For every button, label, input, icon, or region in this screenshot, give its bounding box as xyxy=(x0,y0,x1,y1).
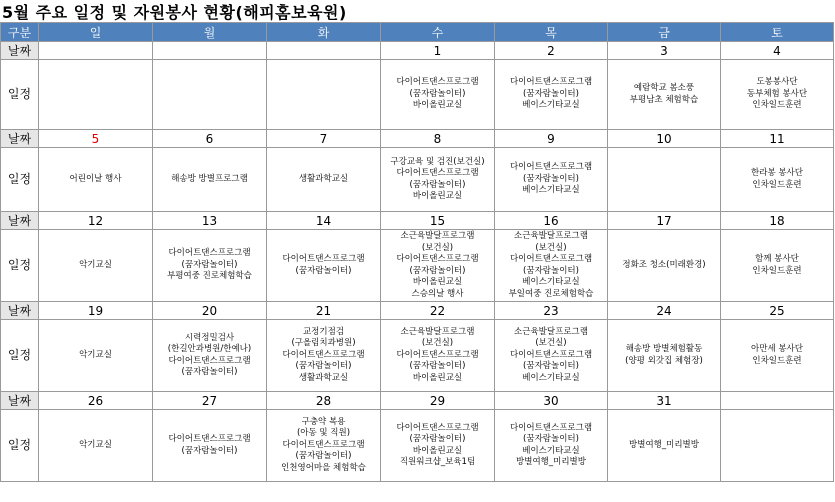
schedule-cell xyxy=(721,60,834,130)
schedule-cell xyxy=(267,410,381,482)
event-line: 다이어트댄스프로그램 xyxy=(282,254,365,264)
event-line: 다이어트댄스프로그램 xyxy=(282,349,365,360)
date-cell: 9 xyxy=(495,130,608,148)
date-row-label: 날짜 xyxy=(1,302,39,320)
event-line: 어린이날 행사 xyxy=(69,173,122,184)
date-cell: 22 xyxy=(381,302,495,320)
event-line: (꿈자람놀이터) xyxy=(181,259,238,270)
event-line: (꿈자람놀이터) xyxy=(295,451,352,462)
event-line: (아동 및 직원) xyxy=(296,428,351,439)
schedule-cell xyxy=(721,320,834,392)
date-cell: 29 xyxy=(381,392,495,410)
date-cell: 8 xyxy=(381,130,495,148)
date-cell: 19 xyxy=(39,302,153,320)
date-cell: 1 xyxy=(381,42,495,60)
event-line: 생활과학교실 xyxy=(298,173,349,184)
event-line: 다이어트댄스프로그램 xyxy=(168,434,251,444)
schedule-row-label: 일정 xyxy=(1,148,39,212)
weekday-header: 일 xyxy=(39,23,153,42)
event-line: 구강교육 및 검진(보건실) xyxy=(390,156,485,167)
schedule-table xyxy=(0,22,834,482)
date-cell: 6 xyxy=(153,130,267,148)
event-line: 바이올린교실 xyxy=(412,191,463,201)
date-cell: 28 xyxy=(267,392,381,410)
event-line: (꿈자람놀이터) xyxy=(295,361,352,372)
schedule-cell xyxy=(495,320,608,392)
weekday-header: 월 xyxy=(153,23,267,42)
date-cell: 3 xyxy=(608,42,721,60)
event-line: (꿈자람놀이터) xyxy=(409,434,466,444)
event-line: 아만세 봉사단 xyxy=(751,344,803,354)
schedule-row-label: 일정 xyxy=(1,410,39,482)
event-line: (꿈자람놀이터) xyxy=(523,88,579,99)
schedule-cell xyxy=(153,60,267,130)
header-corner: 구분 xyxy=(1,23,39,42)
schedule-cell xyxy=(721,148,834,212)
event-line: 바이올린교실 xyxy=(412,100,463,111)
date-cell: 11 xyxy=(721,130,834,148)
weekday-header: 목 xyxy=(495,23,608,42)
event-line: 동부체험 봉사단 xyxy=(746,88,808,99)
page-title: 5월 주요 일정 및 자원봉사 현황(해피홈보육원) xyxy=(2,3,347,22)
event-line: (꿈자람놀이터) xyxy=(295,265,352,276)
event-line: (꿈자람놀이터) xyxy=(181,445,238,456)
event-line: 소근육발달프로그램 xyxy=(514,326,588,337)
date-cell: 30 xyxy=(495,392,608,410)
event-line: 바이올린교실 xyxy=(412,372,463,383)
event-line: 베이스기타교실 xyxy=(522,445,580,456)
event-line: 인차일드훈련 xyxy=(752,355,802,366)
date-cell xyxy=(39,42,153,60)
event-line: 베이스기타교실 xyxy=(522,277,580,287)
schedule-cell xyxy=(381,320,495,392)
date-cell: 7 xyxy=(267,130,381,148)
event-line: 다이어트댄스프로그램 xyxy=(396,254,479,264)
event-line: 부일여중 진로체험학습 xyxy=(508,288,594,299)
event-line: 도봉봉사단 xyxy=(756,77,798,88)
event-line: 다이어트댄스프로그램 xyxy=(168,355,251,366)
event-line: 방별여행_미리별방 xyxy=(629,439,699,450)
event-line: (꿈자람놀이터) xyxy=(409,265,466,276)
schedule-cell xyxy=(495,410,608,482)
event-line: 직원워크샵_보육1팀 xyxy=(399,457,476,467)
event-line: 다이어트댄스프로그램 xyxy=(396,349,479,360)
event-line: 악기교실 xyxy=(79,349,112,360)
event-line: (꿈자람놀이터) xyxy=(523,173,579,184)
schedule-cell xyxy=(39,60,153,130)
event-line: 방별여행_미리별방 xyxy=(516,457,586,467)
date-cell: 16 xyxy=(495,212,608,230)
event-line: 정화조 청소(미래환경) xyxy=(622,259,706,270)
date-cell: 17 xyxy=(608,212,721,230)
date-cell xyxy=(721,392,834,410)
date-cell: 13 xyxy=(153,212,267,230)
event-line: 다이어트댄스프로그램 xyxy=(396,77,479,88)
schedule-row xyxy=(1,230,834,302)
weekday-header: 화 xyxy=(267,23,381,42)
schedule-cell xyxy=(608,60,721,130)
date-row xyxy=(1,392,834,410)
event-line: (꿈자람놀이터) xyxy=(523,434,579,444)
schedule-cell xyxy=(267,60,381,130)
schedule-cell xyxy=(495,148,608,212)
schedule-cell xyxy=(608,320,721,392)
event-line: 교정기점검 xyxy=(302,326,345,337)
date-cell: 21 xyxy=(267,302,381,320)
event-line: 소근육발달프로그램 xyxy=(400,326,475,337)
schedule-cell xyxy=(495,230,608,302)
event-line: (꿈자람놀이터) xyxy=(409,88,466,99)
schedule-row xyxy=(1,320,834,392)
event-line: 다이어트댄스프로그램 xyxy=(509,162,593,173)
event-line: 인차일드훈련 xyxy=(752,179,802,190)
date-cell xyxy=(267,42,381,60)
event-line: 예람학교 봄소풍 xyxy=(633,83,695,93)
event-line: 바이올린교실 xyxy=(412,277,463,287)
event-line: 다이어트댄스프로그램 xyxy=(396,422,479,433)
event-line: 한라봉 봉사단 xyxy=(751,168,803,178)
event-line: 해송방 방별프로그램 xyxy=(171,173,248,184)
date-cell: 5 xyxy=(39,130,153,148)
event-line: 다이어트댄스프로그램 xyxy=(509,77,593,88)
date-cell: 12 xyxy=(39,212,153,230)
event-line: (보건실) xyxy=(421,242,454,253)
weekday-header: 토 xyxy=(721,23,834,42)
event-line: 부평여중 진로체험학습 xyxy=(167,271,252,282)
date-cell: 20 xyxy=(153,302,267,320)
event-line: 구충약 복용 xyxy=(301,416,346,427)
event-line: 스승의날 행사 xyxy=(411,288,464,299)
date-cell: 4 xyxy=(721,42,834,60)
schedule-row xyxy=(1,148,834,212)
event-line: 악기교실 xyxy=(79,439,112,450)
event-line: 함께 봉사단 xyxy=(755,254,799,264)
date-cell: 24 xyxy=(608,302,721,320)
event-line: 다이어트댄스프로그램 xyxy=(168,248,251,259)
weekday-header: 금 xyxy=(608,23,721,42)
event-line: 인천영어마을 체험학습 xyxy=(281,462,366,473)
schedule-cell xyxy=(39,230,153,302)
event-line: (보건실) xyxy=(421,338,454,349)
event-line: 생활과학교실 xyxy=(298,372,349,383)
schedule-cell xyxy=(153,230,267,302)
schedule-cell xyxy=(153,410,267,482)
date-cell: 2 xyxy=(495,42,608,60)
schedule-cell xyxy=(39,320,153,392)
schedule-row-label: 일정 xyxy=(1,230,39,302)
event-line: 다이어트댄스프로그램 xyxy=(509,254,593,264)
event-line: 베이스기타교실 xyxy=(522,372,580,383)
event-line: 다이어트댄스프로그램 xyxy=(509,422,593,433)
schedule-cell xyxy=(267,230,381,302)
event-line: 악기교실 xyxy=(79,259,112,270)
date-row xyxy=(1,302,834,320)
event-line: (보건실) xyxy=(535,242,567,253)
date-row-label: 날짜 xyxy=(1,392,39,410)
date-row xyxy=(1,130,834,148)
event-line: (꿈자람놀이터) xyxy=(409,361,466,372)
schedule-cell xyxy=(608,148,721,212)
schedule-cell xyxy=(267,320,381,392)
event-line: (구올림치과병원) xyxy=(291,338,356,349)
schedule-row-label: 일정 xyxy=(1,60,39,130)
date-cell: 10 xyxy=(608,130,721,148)
date-cell: 25 xyxy=(721,302,834,320)
schedule-row-label: 일정 xyxy=(1,320,39,392)
schedule-cell xyxy=(608,230,721,302)
date-cell: 27 xyxy=(153,392,267,410)
event-line: 소근육발달프로그램 xyxy=(400,231,475,241)
date-row-label: 날짜 xyxy=(1,130,39,148)
date-cell: 18 xyxy=(721,212,834,230)
date-cell: 23 xyxy=(495,302,608,320)
date-row-label: 날짜 xyxy=(1,212,39,230)
date-row-label: 날짜 xyxy=(1,42,39,60)
schedule-cell xyxy=(381,148,495,212)
schedule-cell xyxy=(267,148,381,212)
event-line: (한길안과병원/한예나) xyxy=(167,344,252,354)
event-line: 베이스기타교실 xyxy=(522,185,580,196)
event-line: 해송방 방별체험활동 xyxy=(625,344,703,354)
event-line: (꿈자람놀이터) xyxy=(523,361,579,372)
schedule-cell xyxy=(381,410,495,482)
event-line: 다이어트댄스프로그램 xyxy=(396,168,479,178)
date-row xyxy=(1,42,834,60)
schedule-cell xyxy=(39,410,153,482)
schedule-cell xyxy=(153,148,267,212)
schedule-cell xyxy=(608,410,721,482)
weekday-header: 수 xyxy=(381,23,495,42)
schedule-row xyxy=(1,410,834,482)
date-cell: 14 xyxy=(267,212,381,230)
event-line: 바이올린교실 xyxy=(412,445,463,456)
event-line: (보건실) xyxy=(535,338,567,349)
schedule-cell xyxy=(39,148,153,212)
event-line: (꿈자람놀이터) xyxy=(409,179,466,190)
date-row xyxy=(1,212,834,230)
event-line: 다이어트댄스프로그램 xyxy=(282,439,365,450)
schedule-cell xyxy=(153,320,267,392)
event-line: 소근육발달프로그램 xyxy=(514,231,588,241)
event-line: 부평남초 체험학습 xyxy=(629,94,699,105)
schedule-cell xyxy=(721,410,834,482)
date-cell xyxy=(153,42,267,60)
event-line: (꿈자람놀이터) xyxy=(523,265,579,276)
event-line: (양평 외갓집 체험장) xyxy=(625,355,703,366)
date-cell: 26 xyxy=(39,392,153,410)
event-line: 베이스기타교실 xyxy=(522,100,580,111)
schedule-cell xyxy=(381,60,495,130)
event-line: 인차일드훈련 xyxy=(752,265,802,276)
event-line: 시력정밀검사 xyxy=(184,332,235,343)
event-line: 다이어트댄스프로그램 xyxy=(509,349,593,360)
date-cell: 31 xyxy=(608,392,721,410)
event-line: (꿈자람놀이터) xyxy=(181,367,238,377)
schedule-row xyxy=(1,60,834,130)
schedule-cell xyxy=(381,230,495,302)
schedule-cell xyxy=(721,230,834,302)
date-cell: 15 xyxy=(381,212,495,230)
event-line: 인차일드훈련 xyxy=(752,100,802,111)
schedule-cell xyxy=(495,60,608,130)
weekday-header-row xyxy=(1,23,834,42)
